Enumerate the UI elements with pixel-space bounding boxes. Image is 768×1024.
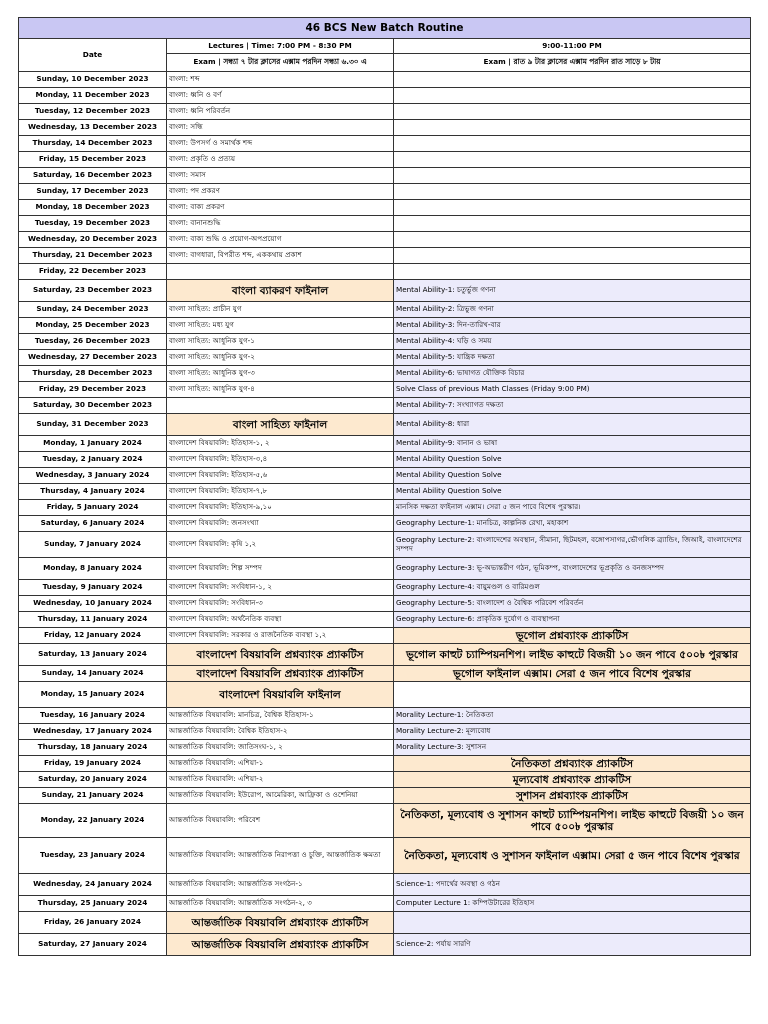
- row-evening: [394, 682, 751, 708]
- schedule-row: [19, 666, 751, 682]
- schedule-row: [19, 232, 751, 248]
- row-lecture: আন্তর্জাতিক বিষয়াবলি: আন্তর্জাতিক সংগঠন-২, ৩: [167, 896, 394, 912]
- schedule-row: [19, 934, 751, 956]
- row-lecture: বাংলা: প্রকৃতি ও প্রত্যয়: [167, 152, 394, 168]
- row-evening: Solve Class of previous Math Classes (Friday 9:00 PM): [394, 382, 751, 398]
- row-evening: ভূগোল ফাইনাল এক্সাম। সেরা ৫ জন পাবে বিশেষ পুরস্কার: [394, 666, 751, 682]
- schedule-row: [19, 896, 751, 912]
- row-lecture: বাংলা: ধ্বনি পরিবর্তন: [167, 104, 394, 120]
- header-exam-left: Exam | সন্ধ্যা ৭ টার ক্লাসের এক্সাম পরদিন সন্ধ্যা ৬.৩০ এ: [167, 54, 394, 72]
- row-lecture: বাংলা: সন্ধি: [167, 120, 394, 136]
- row-evening: নৈতিকতা প্রশ্নব্যাংক প্র্যাকটিস: [394, 756, 751, 772]
- row-date: Monday, 25 December 2023: [19, 318, 167, 334]
- row-lecture: বাংলা সাহিত্য: প্রাচীন যুগ: [167, 302, 394, 318]
- row-evening: [394, 200, 751, 216]
- row-date: Wednesday, 17 January 2024: [19, 724, 167, 740]
- routine-title: 46 BCS New Batch Routine: [19, 18, 751, 39]
- row-date: Saturday, 16 December 2023: [19, 168, 167, 184]
- routine-table: [18, 17, 751, 956]
- schedule-row: [19, 804, 751, 838]
- schedule-row: [19, 152, 751, 168]
- header-date: Date: [19, 39, 167, 72]
- schedule-row: [19, 318, 751, 334]
- row-evening: Geography Lecture-2: বাংলাদেশের অবস্থান, সীমানা, ছিটমহল, বঙ্গোপসাগর,ভৌগলিক ব্র্যান্ডিং, জিআই, বাংলাদেশের সম্পদ: [394, 532, 751, 558]
- schedule-row: [19, 216, 751, 232]
- schedule-row: [19, 366, 751, 382]
- row-evening: সুশাসন প্রশ্নব্যাংক প্র্যাকটিস: [394, 788, 751, 804]
- row-date: Sunday, 17 December 2023: [19, 184, 167, 200]
- row-evening: [394, 168, 751, 184]
- row-evening: ভূগোল প্রশ্নব্যাংক প্র্যাকটিস: [394, 628, 751, 644]
- row-lecture: আন্তর্জাতিক বিষয়াবলি প্রশ্নব্যাংক প্র্যাকটিস: [167, 912, 394, 934]
- row-evening: Science-2: পর্যায় সারণি: [394, 934, 751, 956]
- schedule-row: [19, 184, 751, 200]
- row-evening: [394, 88, 751, 104]
- schedule-row: [19, 772, 751, 788]
- row-date: Tuesday, 26 December 2023: [19, 334, 167, 350]
- row-evening: মানসিক দক্ষতা ফাইনাল এক্সাম। সেরা ৫ জন পাবে বিশেষ পুরস্কার।: [394, 500, 751, 516]
- schedule-row: [19, 436, 751, 452]
- row-evening: Mental Ability-6: ভাষাগত যৌক্তিক বিচার: [394, 366, 751, 382]
- schedule-row: [19, 708, 751, 724]
- schedule-row: [19, 516, 751, 532]
- schedule-row: [19, 596, 751, 612]
- schedule-row: [19, 350, 751, 366]
- row-date: Sunday, 14 January 2024: [19, 666, 167, 682]
- row-lecture: বাংলাদেশ বিষয়াবলি প্রশ্নব্যাংক প্র্যাকটিস: [167, 644, 394, 666]
- schedule-row: [19, 912, 751, 934]
- row-evening: মূল্যবোধ প্রশ্নব্যাংক প্র্যাকটিস: [394, 772, 751, 788]
- schedule-row: [19, 788, 751, 804]
- row-date: Thursday, 28 December 2023: [19, 366, 167, 382]
- row-lecture: বাংলাদেশ বিষয়াবলি: জনসংখ্যা: [167, 516, 394, 532]
- schedule-row: [19, 874, 751, 896]
- row-evening: Morality Lecture-2: মূল্যবোধ: [394, 724, 751, 740]
- row-lecture: আন্তর্জাতিক বিষয়াবলি: এশিয়া-১: [167, 756, 394, 772]
- row-lecture: বাংলাদেশ বিষয়াবলি: সরকার ও রাজনৈতিক ব্যবস্থা ১,২: [167, 628, 394, 644]
- row-lecture: বাংলাদেশ বিষয়াবলি প্রশ্নব্যাংক প্র্যাকটিস: [167, 666, 394, 682]
- row-date: Sunday, 7 January 2024: [19, 532, 167, 558]
- schedule-row: [19, 334, 751, 350]
- row-date: Wednesday, 24 January 2024: [19, 874, 167, 896]
- row-evening: Mental Ability-4: ঘড়ি ও সময়: [394, 334, 751, 350]
- row-lecture: বাংলা: বাগধারা, বিপরীত শব্দ, এককথায় প্রকাশ: [167, 248, 394, 264]
- row-lecture: আন্তর্জাতিক বিষয়াবলি: ইউরোপ, আমেরিকা, আফ্রিকা ও ওশেনিয়া: [167, 788, 394, 804]
- schedule-row: [19, 724, 751, 740]
- row-lecture: বাংলা সাহিত্য: আধুনিক যুগ-৩: [167, 366, 394, 382]
- row-date: Wednesday, 3 January 2024: [19, 468, 167, 484]
- row-lecture: আন্তর্জাতিক বিষয়াবলি প্রশ্নব্যাংক প্র্যাকটিস: [167, 934, 394, 956]
- row-date: Friday, 12 January 2024: [19, 628, 167, 644]
- row-lecture: বাংলাদেশ বিষয়াবলি: ইতিহাস-১, ২: [167, 436, 394, 452]
- row-evening: Mental Ability Question Solve: [394, 468, 751, 484]
- row-evening: Geography Lecture-1: মানচিত্র, কাল্পনিক রেখা, মহাকাশ: [394, 516, 751, 532]
- row-evening: [394, 104, 751, 120]
- row-date: Tuesday, 12 December 2023: [19, 104, 167, 120]
- row-evening: Science-1: পদার্থের অবস্থা ও গঠন: [394, 874, 751, 896]
- row-lecture: বাংলাদেশ বিষয়াবলি: সংবিধান-৩: [167, 596, 394, 612]
- row-lecture: আন্তর্জাতিক বিষয়াবলি: পরিবেশ: [167, 804, 394, 838]
- schedule-row: [19, 838, 751, 874]
- row-evening: [394, 136, 751, 152]
- row-lecture: আন্তর্জাতিক বিষয়াবলি: বৈশ্বিক ইতিহাস-২: [167, 724, 394, 740]
- row-lecture: বাংলাদেশ বিষয়াবলি: ইতিহাস-৯,১০: [167, 500, 394, 516]
- row-date: Friday, 19 January 2024: [19, 756, 167, 772]
- row-lecture: বাংলা সাহিত্য: আধুনিক যুগ-৪: [167, 382, 394, 398]
- row-date: Thursday, 11 January 2024: [19, 612, 167, 628]
- row-lecture: বাংলাদেশ বিষয়াবলি: ইতিহাস-৩,৪: [167, 452, 394, 468]
- header-lectures: Lectures | Time: 7:00 PM - 8:30 PM: [167, 39, 394, 54]
- title-row: [19, 18, 751, 39]
- row-date: Friday, 15 December 2023: [19, 152, 167, 168]
- row-lecture: বাংলা: বাক্য শুদ্ধি ও প্রয়োগ-অপপ্রয়োগ: [167, 232, 394, 248]
- row-date: Wednesday, 20 December 2023: [19, 232, 167, 248]
- row-date: Saturday, 30 December 2023: [19, 398, 167, 414]
- row-date: Wednesday, 10 January 2024: [19, 596, 167, 612]
- row-date: Saturday, 6 January 2024: [19, 516, 167, 532]
- row-date: Sunday, 10 December 2023: [19, 72, 167, 88]
- schedule-row: [19, 756, 751, 772]
- row-evening: [394, 216, 751, 232]
- row-evening: Mental Ability Question Solve: [394, 484, 751, 500]
- row-date: Wednesday, 27 December 2023: [19, 350, 167, 366]
- row-lecture: বাংলা: উপসর্গ ও সমার্থক শব্দ: [167, 136, 394, 152]
- row-evening: নৈতিকতা, মূল্যবোধ ও সুশাসন ফাইনাল এক্সাম। সেরা ৫ জন পাবে বিশেষ পুরস্কার: [394, 838, 751, 874]
- row-evening: Geography Lecture-3: ভূ-অভ্যন্তরীণ গঠন, ভূমিকম্প, বাংলাদেশের ভূপ্রকৃতি ও বনজসম্পদ: [394, 558, 751, 580]
- row-date: Sunday, 24 December 2023: [19, 302, 167, 318]
- row-date: Tuesday, 2 January 2024: [19, 452, 167, 468]
- row-evening: Geography Lecture-4: বায়ুমণ্ডল ও বারিমণ্ডল: [394, 580, 751, 596]
- schedule-row: [19, 558, 751, 580]
- schedule-row: [19, 644, 751, 666]
- schedule-row: [19, 500, 751, 516]
- schedule-row: [19, 682, 751, 708]
- schedule-row: [19, 532, 751, 558]
- row-date: Saturday, 27 January 2024: [19, 934, 167, 956]
- schedule-row: [19, 452, 751, 468]
- row-lecture: আন্তর্জাতিক বিষয়াবলি: আন্তর্জাতিক সংগঠন-১: [167, 874, 394, 896]
- row-evening: Geography Lecture-5: বাংলাদেশ ও বৈশ্বিক পরিবেশ পরিবর্তন: [394, 596, 751, 612]
- row-evening: Morality Lecture-3: সুশাসন: [394, 740, 751, 756]
- row-date: Tuesday, 19 December 2023: [19, 216, 167, 232]
- row-date: Monday, 8 January 2024: [19, 558, 167, 580]
- row-lecture: [167, 398, 394, 414]
- row-evening: [394, 248, 751, 264]
- row-evening: ভূগোল কাহুট চ্যাম্পিয়নশিপ। লাইভ কাহুটে বিজয়ী ১০ জন পাবে ৫০০৳ পুরস্কার: [394, 644, 751, 666]
- row-lecture: বাংলা সাহিত্য ফাইনাল: [167, 414, 394, 436]
- row-evening: Mental Ability-7: সংখ্যাগত দক্ষতা: [394, 398, 751, 414]
- schedule-row: [19, 168, 751, 184]
- row-lecture: আন্তর্জাতিক বিষয়াবলি: আন্তর্জাতিক নিরাপত্তা ও চুক্তি, আন্তর্জাতিক ক্ষমতা: [167, 838, 394, 874]
- row-lecture: বাংলাদেশ বিষয়াবলি ফাইনাল: [167, 682, 394, 708]
- row-date: Sunday, 31 December 2023: [19, 414, 167, 436]
- row-evening: Mental Ability-8: ধারা: [394, 414, 751, 436]
- row-lecture: বাংলা: বানানশুদ্ধি: [167, 216, 394, 232]
- schedule-row: [19, 248, 751, 264]
- row-lecture: বাংলা ব্যাকরণ ফাইনাল: [167, 280, 394, 302]
- routine-document: [18, 17, 750, 956]
- row-date: Thursday, 4 January 2024: [19, 484, 167, 500]
- row-date: Monday, 22 January 2024: [19, 804, 167, 838]
- schedule-row: [19, 72, 751, 88]
- schedule-row: [19, 612, 751, 628]
- row-date: Tuesday, 9 January 2024: [19, 580, 167, 596]
- row-date: Thursday, 25 January 2024: [19, 896, 167, 912]
- row-date: Monday, 18 December 2023: [19, 200, 167, 216]
- row-lecture: বাংলা: ধ্বনি ও বর্ণ: [167, 88, 394, 104]
- row-evening: [394, 152, 751, 168]
- schedule-row: [19, 302, 751, 318]
- row-lecture: বাংলা সাহিত্য: মধ্য যুগ: [167, 318, 394, 334]
- row-date: Monday, 15 January 2024: [19, 682, 167, 708]
- schedule-row: [19, 628, 751, 644]
- row-evening: Mental Ability Question Solve: [394, 452, 751, 468]
- row-date: Saturday, 20 January 2024: [19, 772, 167, 788]
- row-lecture: বাংলা: বাক্য প্রকরণ: [167, 200, 394, 216]
- row-lecture: বাংলা সাহিত্য: আধুনিক যুগ-২: [167, 350, 394, 366]
- schedule-row: [19, 88, 751, 104]
- row-date: Tuesday, 16 January 2024: [19, 708, 167, 724]
- row-lecture: আন্তর্জাতিক বিষয়াবলি: মানচিত্র, বৈশ্বিক ইতিহাস-১: [167, 708, 394, 724]
- row-lecture: বাংলাদেশ বিষয়াবলি: কৃষি ১,২: [167, 532, 394, 558]
- row-lecture: বাংলাদেশ বিষয়াবলি: ইতিহাস-৫,৬: [167, 468, 394, 484]
- row-date: Friday, 29 December 2023: [19, 382, 167, 398]
- schedule-row: [19, 120, 751, 136]
- row-lecture: বাংলা: শব্দ: [167, 72, 394, 88]
- row-lecture: বাংলাদেশ বিষয়াবলি: অর্থনৈতিক ব্যবস্থা: [167, 612, 394, 628]
- header-exam-right: Exam | রাত ৯ টার ক্লাসের এক্সাম পরদিন রাত সাড়ে ৮ টায়: [394, 54, 751, 72]
- row-evening: Mental Ability-5: যান্ত্রিক দক্ষতা: [394, 350, 751, 366]
- header-row: [19, 39, 751, 54]
- schedule-row: [19, 580, 751, 596]
- schedule-row: [19, 136, 751, 152]
- row-evening: [394, 72, 751, 88]
- row-date: Saturday, 23 December 2023: [19, 280, 167, 302]
- schedule-row: [19, 484, 751, 500]
- row-date: Sunday, 21 January 2024: [19, 788, 167, 804]
- schedule-row: [19, 740, 751, 756]
- row-lecture: বাংলা সাহিত্য: আধুনিক যুগ-১: [167, 334, 394, 350]
- row-date: Friday, 26 January 2024: [19, 912, 167, 934]
- row-lecture: আন্তর্জাতিক বিষয়াবলি: জাতিসংঘ-১, ২: [167, 740, 394, 756]
- row-date: Monday, 1 January 2024: [19, 436, 167, 452]
- schedule-row: [19, 398, 751, 414]
- row-evening: [394, 120, 751, 136]
- row-evening: Mental Ability-1: চতুর্ভুজ গণনা: [394, 280, 751, 302]
- row-evening: [394, 184, 751, 200]
- schedule-row: [19, 264, 751, 280]
- row-lecture: বাংলাদেশ বিষয়াবলি: শিল্প সম্পদ: [167, 558, 394, 580]
- row-evening: [394, 232, 751, 248]
- row-date: Wednesday, 13 December 2023: [19, 120, 167, 136]
- row-evening: [394, 912, 751, 934]
- row-date: Friday, 5 January 2024: [19, 500, 167, 516]
- row-lecture: বাংলা: সমাস: [167, 168, 394, 184]
- row-evening: Computer Lecture 1: কম্পিউটারের ইতিহাস: [394, 896, 751, 912]
- row-date: Friday, 22 December 2023: [19, 264, 167, 280]
- row-evening: Morality Lecture-1: নৈতিকতা: [394, 708, 751, 724]
- row-date: Saturday, 13 January 2024: [19, 644, 167, 666]
- row-evening: Geography Lecture-6: প্রাকৃতিক দুর্যোগ ও ব্যবস্থাপনা: [394, 612, 751, 628]
- row-lecture: [167, 264, 394, 280]
- schedule-row: [19, 414, 751, 436]
- header-second-slot: 9:00-11:00 PM: [394, 39, 751, 54]
- row-lecture: বাংলাদেশ বিষয়াবলি: সংবিধান-১, ২: [167, 580, 394, 596]
- row-lecture: বাংলাদেশ বিষয়াবলি: ইতিহাস-৭,৮: [167, 484, 394, 500]
- row-evening: নৈতিকতা, মূল্যবোধ ও সুশাসন কাহুট চ্যাম্পিয়নশিপ। লাইভ কাহুটে বিজয়ী ১০ জন পাবে ৫০০৳ পুরস্কার: [394, 804, 751, 838]
- schedule-row: [19, 280, 751, 302]
- row-evening: Mental Ability-2: ত্রিভুজ গণনা: [394, 302, 751, 318]
- row-date: Tuesday, 23 January 2024: [19, 838, 167, 874]
- row-lecture: আন্তর্জাতিক বিষয়াবলি: এশিয়া-২: [167, 772, 394, 788]
- row-evening: Mental Ability-9: বানান ও ভাষা: [394, 436, 751, 452]
- row-evening: Mental Ability-3: দিন-তারিখ-বার: [394, 318, 751, 334]
- schedule-row: [19, 468, 751, 484]
- row-date: Monday, 11 December 2023: [19, 88, 167, 104]
- row-date: Thursday, 18 January 2024: [19, 740, 167, 756]
- row-lecture: বাংলা: পদ প্রকরণ: [167, 184, 394, 200]
- row-date: Thursday, 14 December 2023: [19, 136, 167, 152]
- row-date: Thursday, 21 December 2023: [19, 248, 167, 264]
- schedule-row: [19, 382, 751, 398]
- row-evening: [394, 264, 751, 280]
- schedule-row: [19, 200, 751, 216]
- schedule-row: [19, 104, 751, 120]
